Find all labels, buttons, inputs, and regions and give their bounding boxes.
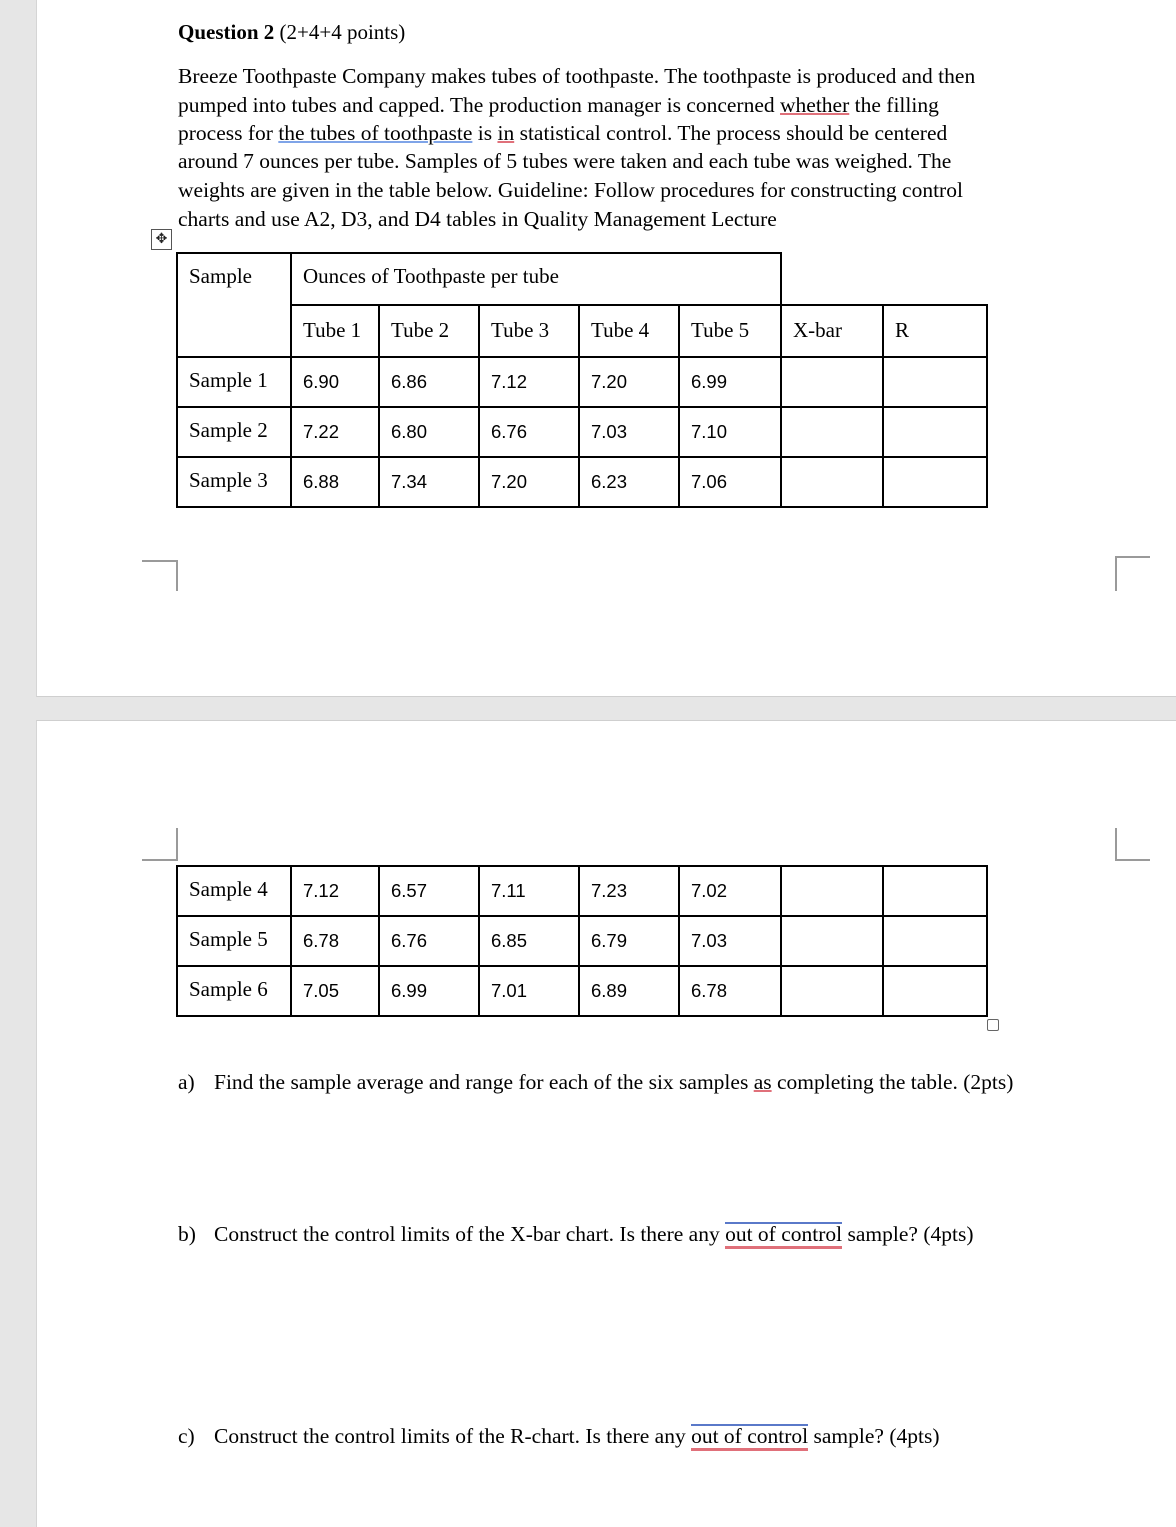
- table-cell: 6.76: [479, 407, 579, 457]
- header-sample: Sample: [177, 253, 291, 357]
- table-cell: 6.90: [291, 357, 379, 407]
- table-row: [177, 357, 987, 407]
- table-cell: 6.88: [291, 457, 379, 507]
- table-cell: 7.34: [379, 457, 479, 507]
- crop-mark-top-right: [1116, 828, 1150, 860]
- paragraph-line-5: weights are given in the table below. Guideline: Follow procedures for constructing control: [178, 178, 963, 202]
- table-cell: 7.03: [679, 916, 781, 966]
- table-move-icon[interactable]: ✥: [151, 229, 172, 250]
- table-cell: 6.57: [379, 866, 479, 916]
- table-cell: 6.80: [379, 407, 479, 457]
- paragraph-line-4: around 7 ounces per tube. Samples of 5 tubes were taken and each tube was weighed. The: [178, 149, 952, 173]
- table-cell: 6.76: [379, 916, 479, 966]
- paragraph-line-2: pumped into tubes and capped. The production manager is concerned whether the filling: [178, 93, 939, 117]
- table-cell: 7.22: [291, 407, 379, 457]
- table-cell: 6.23: [579, 457, 679, 507]
- x-bar-cell[interactable]: [781, 457, 883, 507]
- x-bar-cell[interactable]: [781, 866, 883, 916]
- x-bar-cell[interactable]: [781, 966, 883, 1016]
- paragraph-line-1: Breeze Toothpaste Company makes tubes of toothpaste. The toothpaste is produced and then: [178, 64, 976, 88]
- table-row: [177, 916, 987, 966]
- crop-mark-top-left: [142, 828, 177, 860]
- table-cell: 7.01: [479, 966, 579, 1016]
- r-cell[interactable]: [883, 966, 987, 1016]
- sample-label: Sample 5: [177, 916, 291, 966]
- r-cell[interactable]: [883, 357, 987, 407]
- table-cell: 7.20: [479, 457, 579, 507]
- table-cell: 7.12: [479, 357, 579, 407]
- r-cell[interactable]: [883, 866, 987, 916]
- data-table-part-1: [176, 252, 988, 508]
- crop-mark-bottom-right: [1116, 557, 1150, 591]
- sample-label: Sample 1: [177, 357, 291, 407]
- part-b-question: b) Construct the control limits of the X-bar chart. Is there any out of control sample? (4pts): [178, 1222, 973, 1247]
- r-cell[interactable]: [883, 916, 987, 966]
- paragraph-line-3: process for the tubes of toothpaste is in statistical control. The process should be centered: [178, 121, 948, 145]
- table-cell: 6.79: [579, 916, 679, 966]
- grammar-flag[interactable]: out of control: [725, 1222, 842, 1249]
- grammar-flag[interactable]: out of control: [691, 1424, 808, 1451]
- header-x-bar: X-bar: [781, 305, 883, 357]
- header-r: R: [883, 305, 987, 357]
- data-table-part-2: [176, 865, 988, 1017]
- table-cell: 6.78: [679, 966, 781, 1016]
- header-tube-4: Tube 4: [579, 305, 679, 357]
- grammar-flag[interactable]: the tubes of toothpaste: [278, 121, 473, 145]
- table-cell: 6.99: [379, 966, 479, 1016]
- header-ounces-group: Ounces of Toothpaste per tube: [291, 253, 781, 305]
- r-cell[interactable]: [883, 407, 987, 457]
- question-title: Question 2 (2+4+4 points): [178, 20, 406, 44]
- table-cell: 7.02: [679, 866, 781, 916]
- table-cell: 6.99: [679, 357, 781, 407]
- sample-label: Sample 2: [177, 407, 291, 457]
- table-row: [177, 866, 987, 916]
- crop-mark-bottom-left: [142, 561, 177, 591]
- table-resize-handle[interactable]: [987, 1019, 999, 1031]
- table-cell: 7.05: [291, 966, 379, 1016]
- x-bar-cell[interactable]: [781, 357, 883, 407]
- sample-label: Sample 4: [177, 866, 291, 916]
- table-row: [177, 966, 987, 1016]
- table-cell: 6.89: [579, 966, 679, 1016]
- spelling-flag[interactable]: in: [497, 121, 515, 145]
- paragraph-line-6: charts and use A2, D3, and D4 tables in Quality Management Lecture: [178, 207, 777, 231]
- table-cell: 7.23: [579, 866, 679, 916]
- table-cell: 6.85: [479, 916, 579, 966]
- table-cell: 6.78: [291, 916, 379, 966]
- table-cell: 7.20: [579, 357, 679, 407]
- table-row: [177, 457, 987, 507]
- table-cell: 7.12: [291, 866, 379, 916]
- empty-header-corner: [781, 253, 987, 305]
- x-bar-cell[interactable]: [781, 916, 883, 966]
- part-a-question: a) Find the sample average and range for each of the six samples as completing the table. (2pts): [178, 1070, 1014, 1094]
- table-cell: 7.11: [479, 866, 579, 916]
- table-cell: 6.86: [379, 357, 479, 407]
- header-tube-1: Tube 1: [291, 305, 379, 357]
- table-cell: 7.10: [679, 407, 781, 457]
- header-tube-3: Tube 3: [479, 305, 579, 357]
- header-tube-5: Tube 5: [679, 305, 781, 357]
- r-cell[interactable]: [883, 457, 987, 507]
- table-row: [177, 407, 987, 457]
- sample-label: Sample 6: [177, 966, 291, 1016]
- x-bar-cell[interactable]: [781, 407, 883, 457]
- spelling-flag[interactable]: whether: [780, 93, 850, 117]
- table-cell: 7.06: [679, 457, 781, 507]
- sample-label: Sample 3: [177, 457, 291, 507]
- spelling-flag[interactable]: as: [753, 1070, 772, 1094]
- header-tube-2: Tube 2: [379, 305, 479, 357]
- table-cell: 7.03: [579, 407, 679, 457]
- part-c-question: c) Construct the control limits of the R-chart. Is there any out of control sample? (4pts): [178, 1424, 939, 1449]
